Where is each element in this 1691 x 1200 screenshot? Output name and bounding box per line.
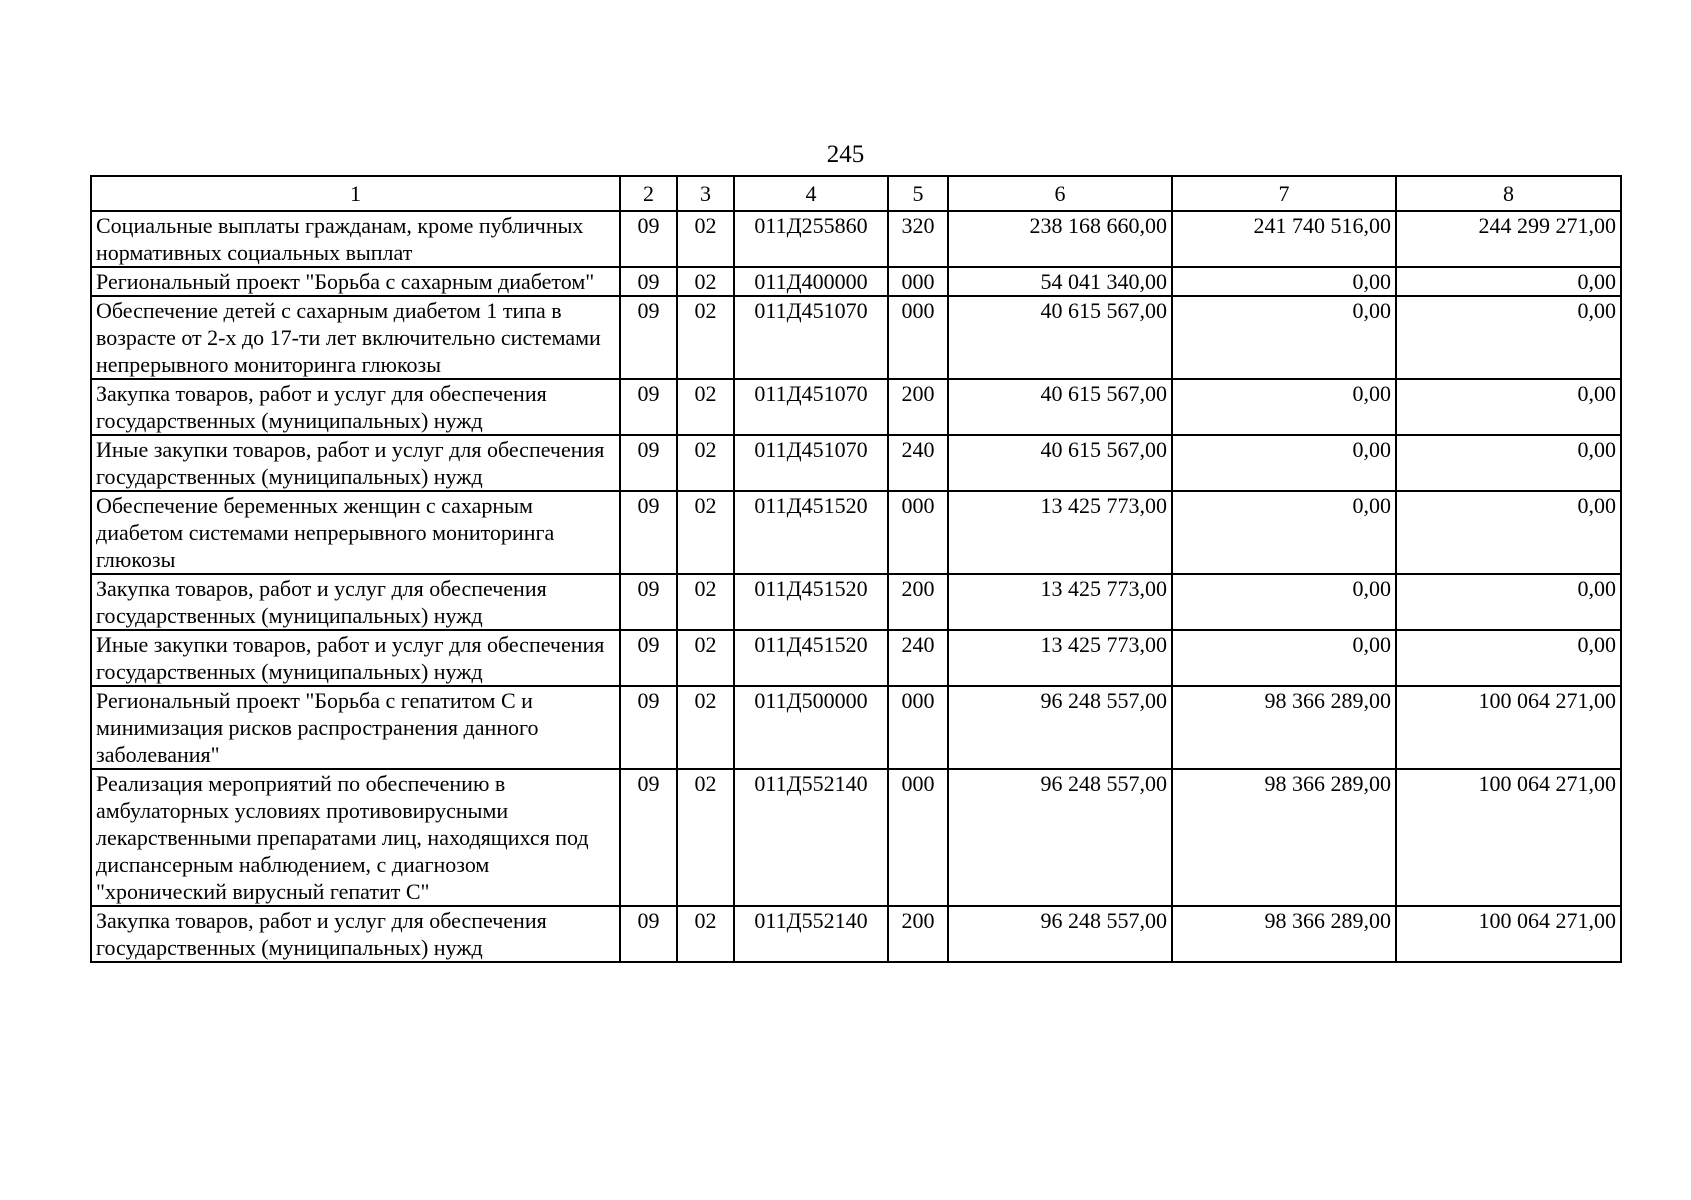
table-row <box>91 379 1621 435</box>
amount-year3-cell: 100 064 271,00 <box>1396 906 1621 962</box>
amount-year2-cell: 98 366 289,00 <box>1172 769 1396 906</box>
target-article-cell: 011Д552140 <box>734 906 888 962</box>
expense-type-cell: 000 <box>888 296 948 379</box>
section-code-cell: 09 <box>620 574 677 630</box>
amount-year2-cell: 0,00 <box>1172 574 1396 630</box>
amount-year3-cell: 244 299 271,00 <box>1396 211 1621 267</box>
amount-year1-cell: 96 248 557,00 <box>948 686 1172 769</box>
table-body <box>91 211 1621 962</box>
row-name-cell: Обеспечение беременных женщин с сахарным диабетом системами непрерывного мониторинга глюкозы <box>91 491 620 574</box>
amount-year2-cell: 98 366 289,00 <box>1172 906 1396 962</box>
amount-year2-cell: 0,00 <box>1172 296 1396 379</box>
expense-type-cell: 200 <box>888 906 948 962</box>
amount-year1-cell: 13 425 773,00 <box>948 574 1172 630</box>
subsection-code-cell: 02 <box>677 435 734 491</box>
section-code-cell: 09 <box>620 686 677 769</box>
amount-year3-cell: 0,00 <box>1396 630 1621 686</box>
section-code-cell: 09 <box>620 630 677 686</box>
amount-year3-cell: 0,00 <box>1396 296 1621 379</box>
row-name-cell: Закупка товаров, работ и услуг для обеспечения государственных (муниципальных) нужд <box>91 379 620 435</box>
expense-type-cell: 000 <box>888 491 948 574</box>
table-row <box>91 491 1621 574</box>
table-row <box>91 296 1621 379</box>
target-article-cell: 011Д552140 <box>734 769 888 906</box>
expense-type-cell: 200 <box>888 379 948 435</box>
section-code-cell: 09 <box>620 435 677 491</box>
target-article-cell: 011Д451520 <box>734 491 888 574</box>
column-number-row <box>91 176 1621 211</box>
amount-year3-cell: 0,00 <box>1396 379 1621 435</box>
table-row <box>91 435 1621 491</box>
table-row <box>91 574 1621 630</box>
amount-year1-cell: 96 248 557,00 <box>948 769 1172 906</box>
row-name-cell: Закупка товаров, работ и услуг для обеспечения государственных (муниципальных) нужд <box>91 574 620 630</box>
expense-type-cell: 000 <box>888 267 948 296</box>
row-name-cell: Иные закупки товаров, работ и услуг для обеспечения государственных (муниципальных) нужд <box>91 435 620 491</box>
subsection-code-cell: 02 <box>677 379 734 435</box>
expense-type-cell: 200 <box>888 574 948 630</box>
amount-year2-cell: 0,00 <box>1172 491 1396 574</box>
table-row <box>91 267 1621 296</box>
amount-year2-cell: 0,00 <box>1172 435 1396 491</box>
amount-year2-cell: 0,00 <box>1172 630 1396 686</box>
subsection-code-cell: 02 <box>677 211 734 267</box>
column-header: 3 <box>677 176 734 211</box>
column-header: 4 <box>734 176 888 211</box>
target-article-cell: 011Д451070 <box>734 435 888 491</box>
column-header: 2 <box>620 176 677 211</box>
subsection-code-cell: 02 <box>677 686 734 769</box>
column-header: 6 <box>948 176 1172 211</box>
expense-type-cell: 240 <box>888 630 948 686</box>
column-header: 7 <box>1172 176 1396 211</box>
expense-type-cell: 320 <box>888 211 948 267</box>
row-name-cell: Социальные выплаты гражданам, кроме публичных нормативных социальных выплат <box>91 211 620 267</box>
row-name-cell: Закупка товаров, работ и услуг для обеспечения государственных (муниципальных) нужд <box>91 906 620 962</box>
expense-type-cell: 240 <box>888 435 948 491</box>
subsection-code-cell: 02 <box>677 574 734 630</box>
row-name-cell: Реализация мероприятий по обеспечению в амбулаторных условиях противовирусными лекарственными препаратами лиц, находящихся под диспансерным наблюдением, с диагнозом "хронический вирусный гепатит С" <box>91 769 620 906</box>
amount-year1-cell: 13 425 773,00 <box>948 630 1172 686</box>
column-header: 8 <box>1396 176 1621 211</box>
page-number: 245 <box>826 141 865 168</box>
amount-year2-cell: 98 366 289,00 <box>1172 686 1396 769</box>
amount-year2-cell: 241 740 516,00 <box>1172 211 1396 267</box>
target-article-cell: 011Д451070 <box>734 296 888 379</box>
target-article-cell: 011Д451520 <box>734 574 888 630</box>
amount-year3-cell: 0,00 <box>1396 491 1621 574</box>
section-code-cell: 09 <box>620 491 677 574</box>
target-article-cell: 011Д500000 <box>734 686 888 769</box>
subsection-code-cell: 02 <box>677 769 734 906</box>
amount-year3-cell: 100 064 271,00 <box>1396 769 1621 906</box>
table-row <box>91 686 1621 769</box>
column-header: 5 <box>888 176 948 211</box>
amount-year2-cell: 0,00 <box>1172 379 1396 435</box>
section-code-cell: 09 <box>620 211 677 267</box>
amount-year2-cell: 0,00 <box>1172 267 1396 296</box>
row-name-cell: Обеспечение детей с сахарным диабетом 1 типа в возрасте от 2-х до 17-ти лет включительно системами непрерывного мониторинга глюкозы <box>91 296 620 379</box>
amount-year3-cell: 0,00 <box>1396 574 1621 630</box>
budget-table <box>90 175 1622 963</box>
subsection-code-cell: 02 <box>677 491 734 574</box>
amount-year1-cell: 40 615 567,00 <box>948 296 1172 379</box>
expense-type-cell: 000 <box>888 769 948 906</box>
section-code-cell: 09 <box>620 769 677 906</box>
subsection-code-cell: 02 <box>677 267 734 296</box>
amount-year1-cell: 40 615 567,00 <box>948 379 1172 435</box>
section-code-cell: 09 <box>620 267 677 296</box>
target-article-cell: 011Д255860 <box>734 211 888 267</box>
section-code-cell: 09 <box>620 906 677 962</box>
column-header: 1 <box>91 176 620 211</box>
amount-year3-cell: 0,00 <box>1396 267 1621 296</box>
table-row <box>91 769 1621 906</box>
table-row <box>91 211 1621 267</box>
amount-year1-cell: 96 248 557,00 <box>948 906 1172 962</box>
row-name-cell: Региональный проект "Борьба с сахарным диабетом" <box>91 267 620 296</box>
amount-year1-cell: 40 615 567,00 <box>948 435 1172 491</box>
subsection-code-cell: 02 <box>677 906 734 962</box>
row-name-cell: Иные закупки товаров, работ и услуг для обеспечения государственных (муниципальных) нужд <box>91 630 620 686</box>
amount-year3-cell: 0,00 <box>1396 435 1621 491</box>
expense-type-cell: 000 <box>888 686 948 769</box>
amount-year3-cell: 100 064 271,00 <box>1396 686 1621 769</box>
amount-year1-cell: 13 425 773,00 <box>948 491 1172 574</box>
amount-year1-cell: 238 168 660,00 <box>948 211 1172 267</box>
table-row <box>91 906 1621 962</box>
table-row <box>91 630 1621 686</box>
subsection-code-cell: 02 <box>677 296 734 379</box>
target-article-cell: 011Д451520 <box>734 630 888 686</box>
target-article-cell: 011Д451070 <box>734 379 888 435</box>
subsection-code-cell: 02 <box>677 630 734 686</box>
row-name-cell: Региональный проект "Борьба с гепатитом С и минимизация рисков распространения данного заболевания" <box>91 686 620 769</box>
section-code-cell: 09 <box>620 296 677 379</box>
target-article-cell: 011Д400000 <box>734 267 888 296</box>
amount-year1-cell: 54 041 340,00 <box>948 267 1172 296</box>
section-code-cell: 09 <box>620 379 677 435</box>
